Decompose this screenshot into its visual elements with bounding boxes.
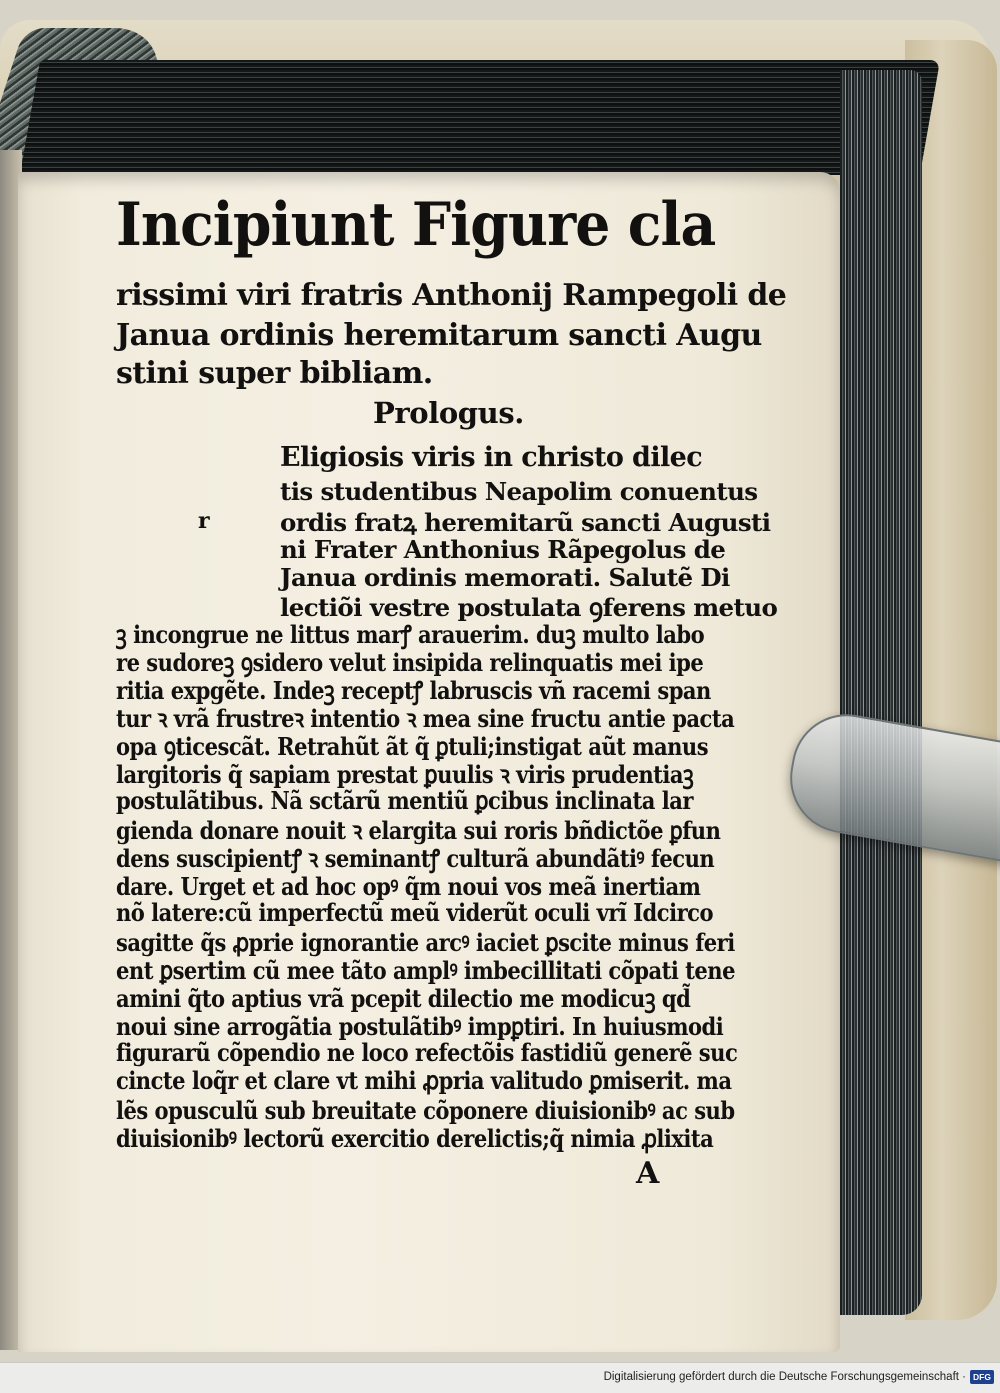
prologus-heading: Prologus. [373,396,524,430]
body-line: lẽs opusculũ sub breuitate cõponere diuisionibꝰ ac sub [116,1096,735,1125]
margin-mark: r [198,508,210,534]
printed-page [18,172,840,1352]
page-block-fore-edge [840,70,922,1315]
body-line: tis studentibus Neapolim conuentus [280,477,758,506]
footer-bar [0,1362,1000,1393]
body-line: lectiõi vestre postulata ꝯferens metuo [280,593,778,622]
body-line: ꝫ incongrue ne littus marꝭ arauerim. duꝫ multo labo [116,620,705,649]
body-line: amini q̃to aptius vrã pcepit dilectio me modicuꝫ qd̃ [116,984,691,1013]
title-line-3: Janua ordinis heremitarum sancti Augu [116,318,762,353]
body-line: ent ꝑsertim cũ mee tãto amplꝰ imbecillitati cõpati tene [116,956,735,985]
title-line-2: rissimi viri fratris Anthonij Rampegoli de [116,278,787,313]
body-line: ritia expgẽte. Indeꝫ receptꝭ labruscis vñ racemi span [116,676,711,705]
body-line: opa ꝯticescãt. Retrahũt ãt q̃ ꝑtuli;instigat aũt manus [116,732,709,761]
body-line: sagitte q̃s ꝓprie ignorantie arcꝰ iaciet ꝑscite minus feri [116,928,735,957]
catchword-signature: A [636,1156,659,1191]
body-line: re sudoreꝫ ꝯsidero velut insipida relinquatis mei ipe [116,648,704,677]
body-line: Janua ordinis memorati. Salutẽ Di [280,563,730,592]
body-line: ordis fratꝝ heremitarũ sancti Augusti [280,508,771,537]
page-block-top-edge [20,60,940,175]
body-line: gienda donare nouit ꝛ elargita sui roris bñdictõe ꝑfun [116,816,721,845]
body-line: figurarũ cõpendio ne loco refectõis fastidiũ generẽ suc [116,1038,738,1067]
body-line: Eligiosis viris in christo dilec [280,442,703,473]
body-line: cincte loq̃r et clare vt mihi ꝓpria valitudo ꝑmiserit. ma [116,1066,732,1095]
body-line: nõ latere:cũ imperfectũ meũ viderũt oculi vrĩ Idcirco [116,898,714,927]
page-text [18,172,840,1352]
body-line: tur ꝛ vrã frustreꝛ intentio ꝛ mea sine fructu antie pacta [116,704,735,733]
body-line: diuisionibꝰ lectorũ exercitio derelictis;q̃ nimia ꝓlixita [116,1124,714,1153]
body-line: postulãtibus. Nã sctãrũ mentiũ ꝑcibus inclinata lar [116,786,693,815]
body-line: ni Frater Anthonius Rãpegolus de [280,535,726,564]
title-line-1: Incipiunt Figure cla [116,190,716,260]
body-line: largitoris q̃ sapiam prestat ꝑuulis ꝛ viris prudentiaꝫ [116,760,694,789]
body-line: dare. Urget et ad hoc opꝰ q̃m noui vos meã inertiam [116,872,701,901]
title-line-4: stini super bibliam. [116,356,433,391]
footer-credit: Digitalisierung gefördert durch die Deutsche Forschungsgemeinschaft · [603,1371,966,1383]
dfg-logo: DFG [970,1370,994,1384]
body-line: dens suscipientꝭ ꝛ seminantꝭ culturã abundãtiꝰ fecun [116,844,715,873]
body-line: noui sine arrogãtia postulãtibꝰ impꝑtiri. In huiusmodi [116,1012,724,1041]
